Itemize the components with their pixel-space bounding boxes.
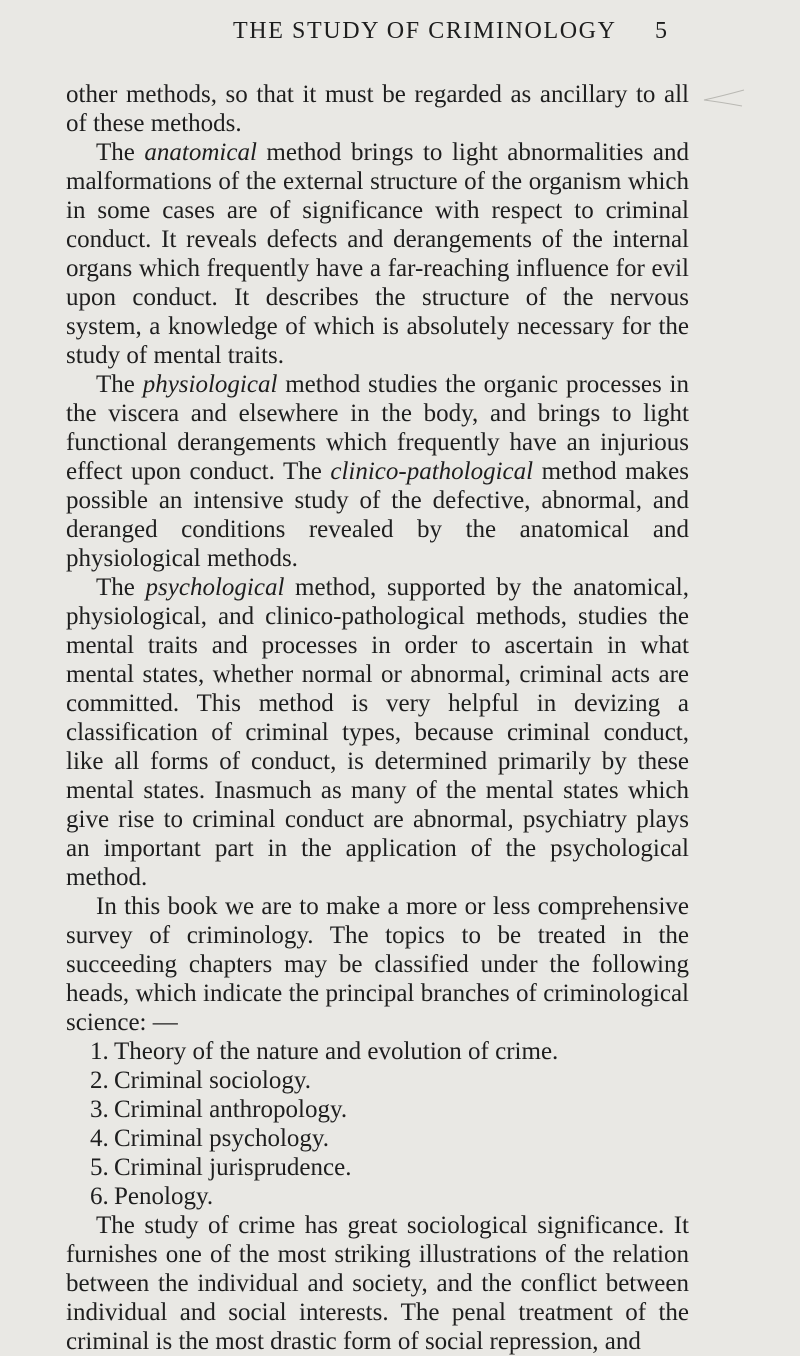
list-item [90,1066,689,1095]
text-run: The [96,574,146,601]
text-run: method makes possible an intensive study of the defective, abnormal, and deranged conditions revealed by the anatomical and physiological methods. [66,458,689,572]
list-number: 2. [90,1067,109,1094]
running-head [0,18,800,58]
paragraph-survey: In this book we are to make a more or less comprehensive survey of criminology. The topics to be treated in the succeeding chapters may be classified under the following heads, which indicate the principal branches of criminological science: — [66,893,689,1036]
method-term: anatomical [144,139,257,166]
text-run: The [96,371,143,398]
method-term: clinico-pathological [330,458,534,485]
list-text: Criminal sociology. [114,1067,311,1094]
list-item [90,1124,689,1153]
list-number: 3. [90,1096,109,1123]
running-title: THE STUDY OF CRIMINOLOGY [233,18,617,44]
page-number: 5 [655,18,667,44]
list-text: Criminal psychology. [114,1125,330,1152]
method-term: physiological [142,371,278,398]
list-number: 1. [90,1038,109,1065]
list-text: Criminal anthropology. [114,1096,348,1123]
method-term: psychological [145,574,285,601]
paragraph-anatomical [66,138,689,370]
list-number: 5. [90,1154,109,1181]
margin-pencil-mark [702,88,746,108]
paragraph-physiological [66,370,689,573]
list-text: Penology. [114,1183,214,1210]
text-run: The [96,139,145,166]
list-item [90,1153,689,1182]
list-item [90,1095,689,1124]
list-item [90,1182,689,1211]
list-item [90,1037,689,1066]
list-number: 6. [90,1183,109,1210]
text-run: method studies the organic processes in the viscera and elsewhere in the body, and brings to light functional derangements which frequently have an injurious effect upon conduct. The [66,371,690,485]
paragraph-sociological: The study of crime has great sociological significance. It furnishes one of the most striking illustrations of the relation between the individual and society, and the conflict between individual and social interests. The penal treatment of the criminal is the most drastic form of social repression, and [66,1212,689,1355]
paragraph-continued: other methods, so that it must be regarded as ancillary to all of these methods. [66,81,689,137]
list-text: Theory of the nature and evolution of crime. [114,1038,559,1065]
list-number: 4. [90,1125,109,1152]
paragraph-psychological [66,573,689,892]
text-run: method, supported by the anatomical, physiological, and clinico-pathological methods, studies the mental traits and processes in order to ascertain in what mental states, whether normal or abnormal, criminal acts are committed. This method is very helpful in devizing a classification of criminal types, because criminal conduct, like all forms of conduct, is determined primarily by these mental states. Inasmuch as many of the mental states which give rise to criminal conduct are abnormal, psychiatry plays an important part in the application of the psychological method. [66,574,689,891]
branches-list [66,1037,689,1211]
text-run: method brings to light abnormalities and malformations of the external structure of the organism which in some cases are of significance with respect to criminal conduct. It reveals defects and derangements of the internal organs which frequently have a far-reaching influence for evil upon conduct. It describes the structure of the nervous system, a knowledge of which is absolutely necessary for the study of mental traits. [66,139,689,369]
list-text: Criminal jurisprudence. [114,1154,352,1181]
body-text [66,80,689,1356]
